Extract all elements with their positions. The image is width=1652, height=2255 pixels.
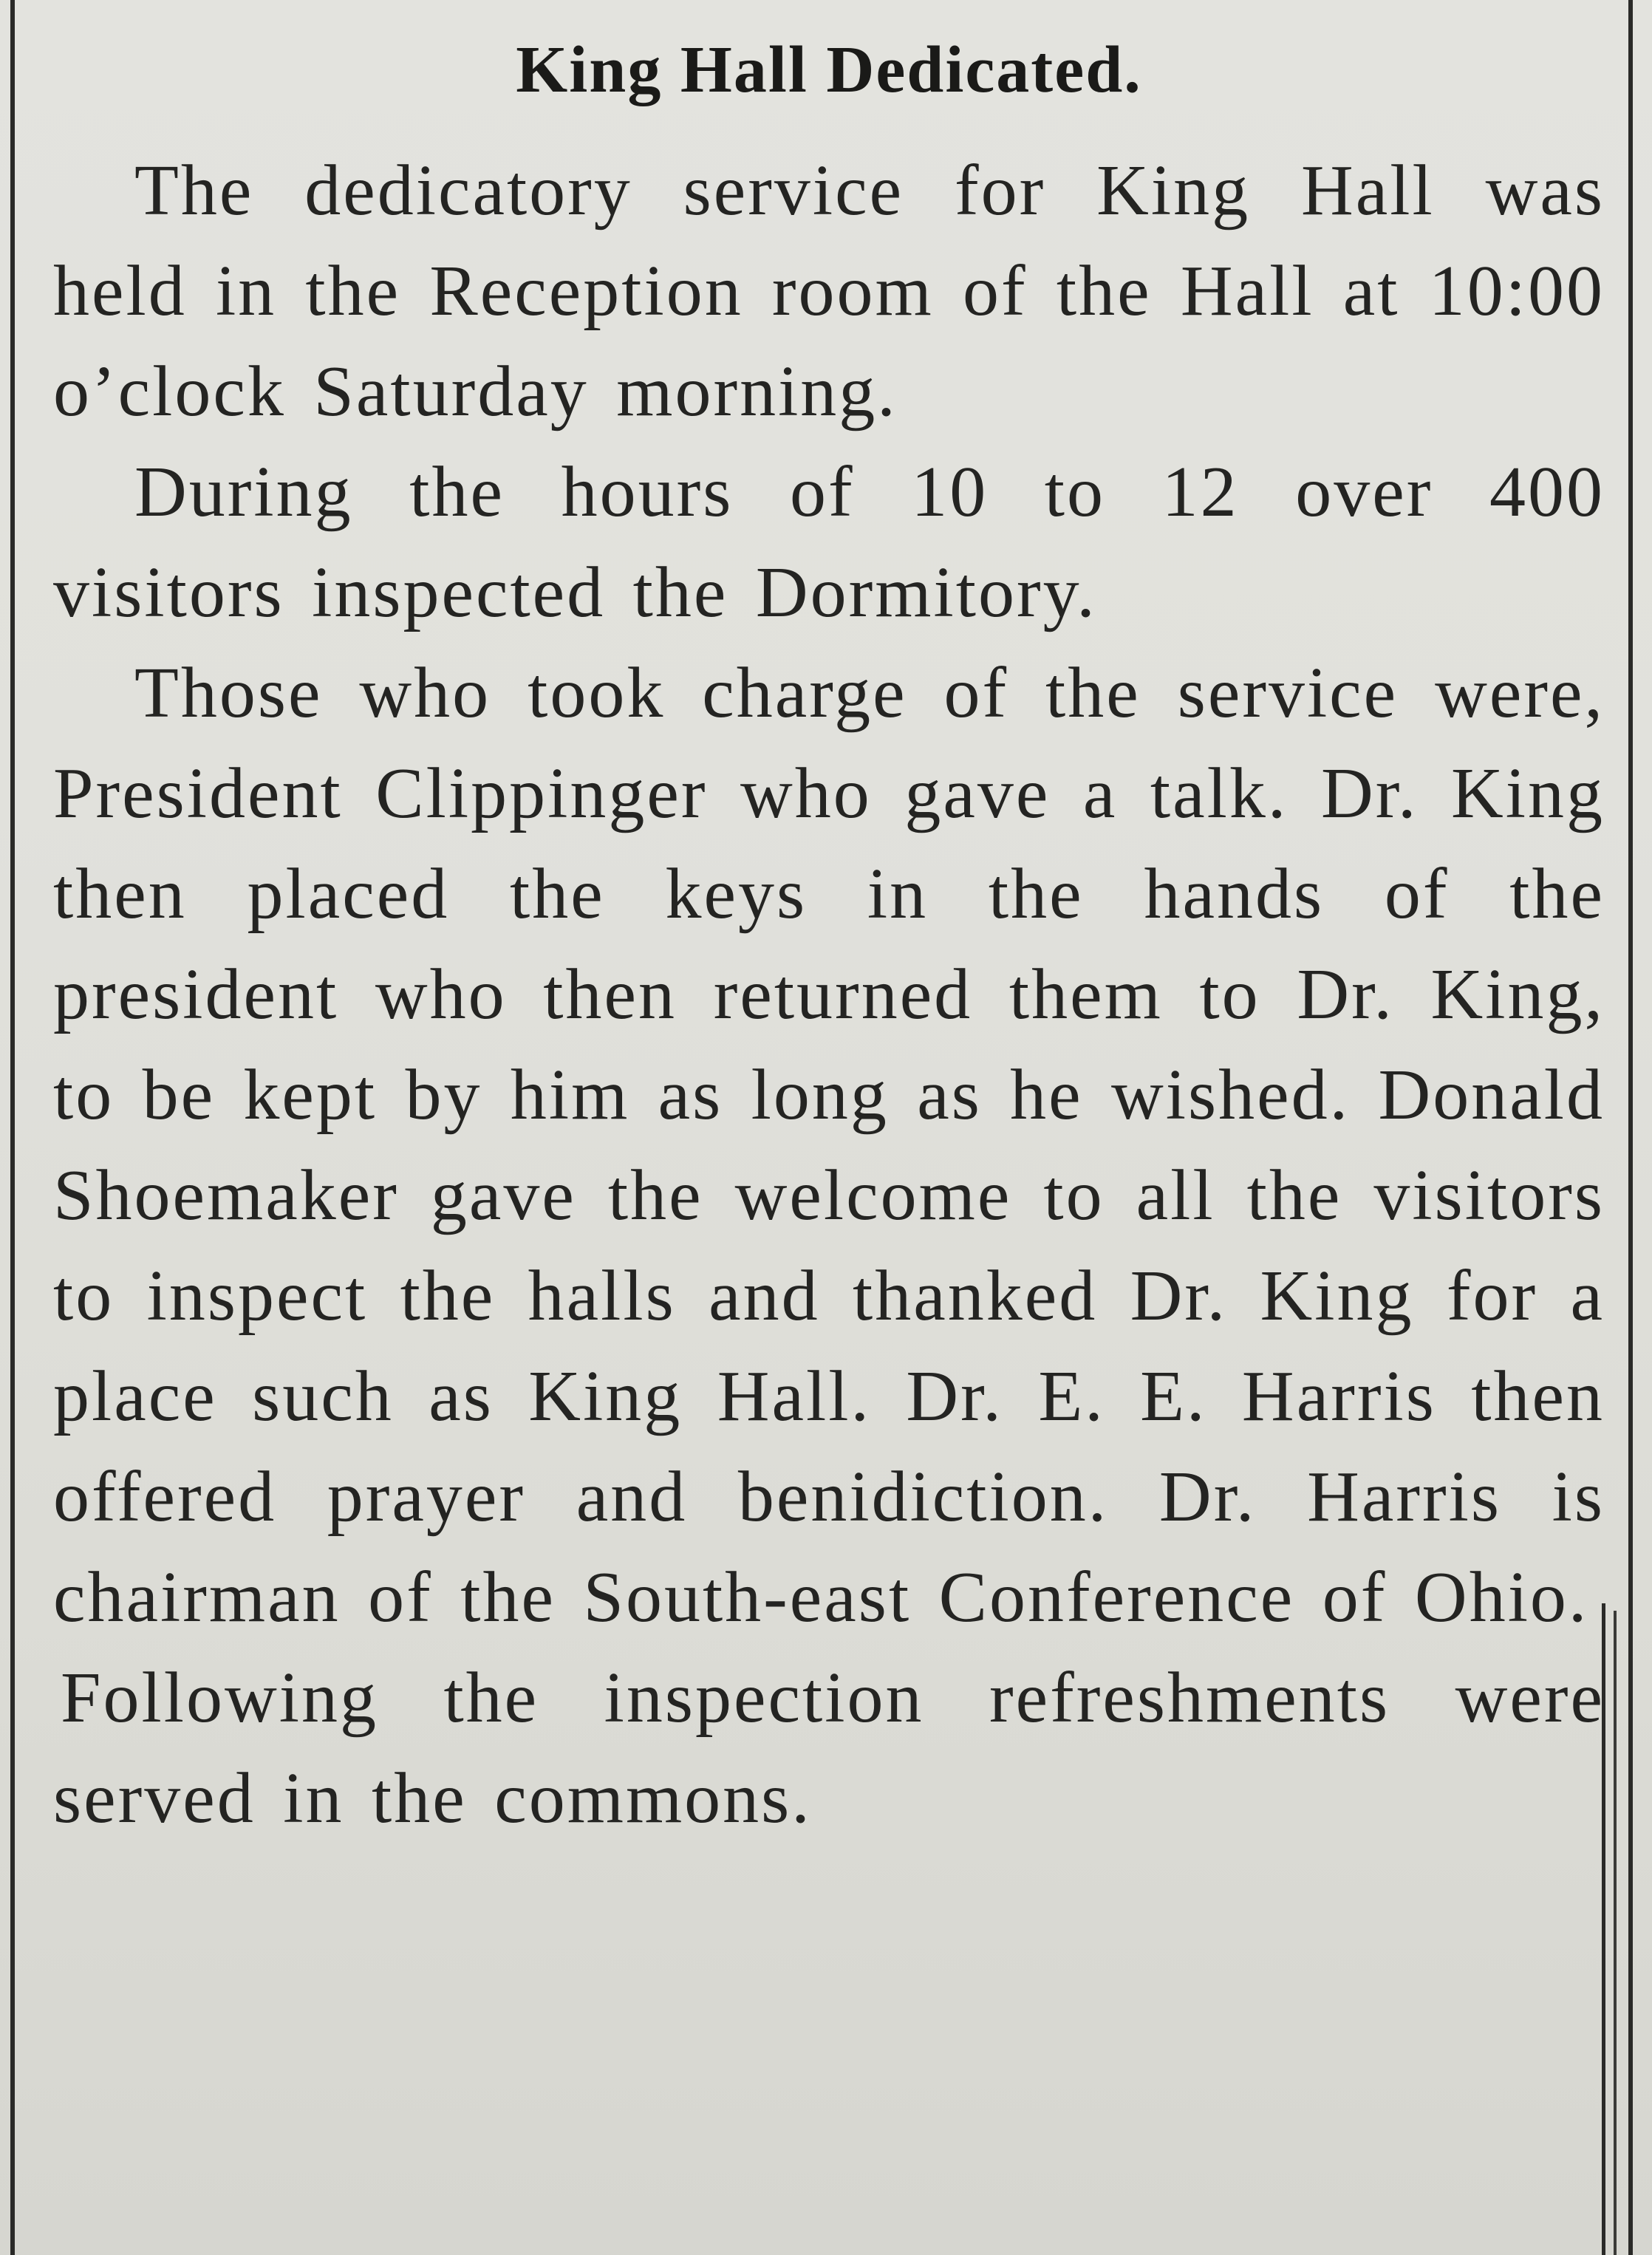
article-paragraph-4: Following the inspection refreshments were served in the commons. (53, 1658, 1605, 1838)
article-headline: King Hall Dedicated. (516, 33, 1142, 106)
column-rule-right-outer (1614, 1611, 1617, 2255)
article-column (53, 30, 1605, 1849)
article-paragraph-1: The dedicatory service for King Hall was held in the Reception room of the Hall at 10:00 o’clock Saturday morning. (53, 151, 1605, 431)
column-rule-right (1628, 0, 1633, 2255)
article-paragraph-3: Those who took charge of the service were, President Clippinger who gave a talk. Dr. King then placed the keys in the hands of the president who then returned them to Dr. King, to be kept by him as long as he wished. Donald Shoemaker gave the welcome to all the visitors to inspect the halls and thanked Dr. King for a place such as King Hall. Dr. E. E. Harris then offered prayer and benidiction. Dr. Harris is chairman of the South-east Conference of Ohio. (53, 653, 1605, 1637)
article-paragraph-2: During the hours of 10 to 12 over 400 visitors inspected the Dormitory. (53, 452, 1605, 632)
column-rule-left (10, 0, 15, 2255)
